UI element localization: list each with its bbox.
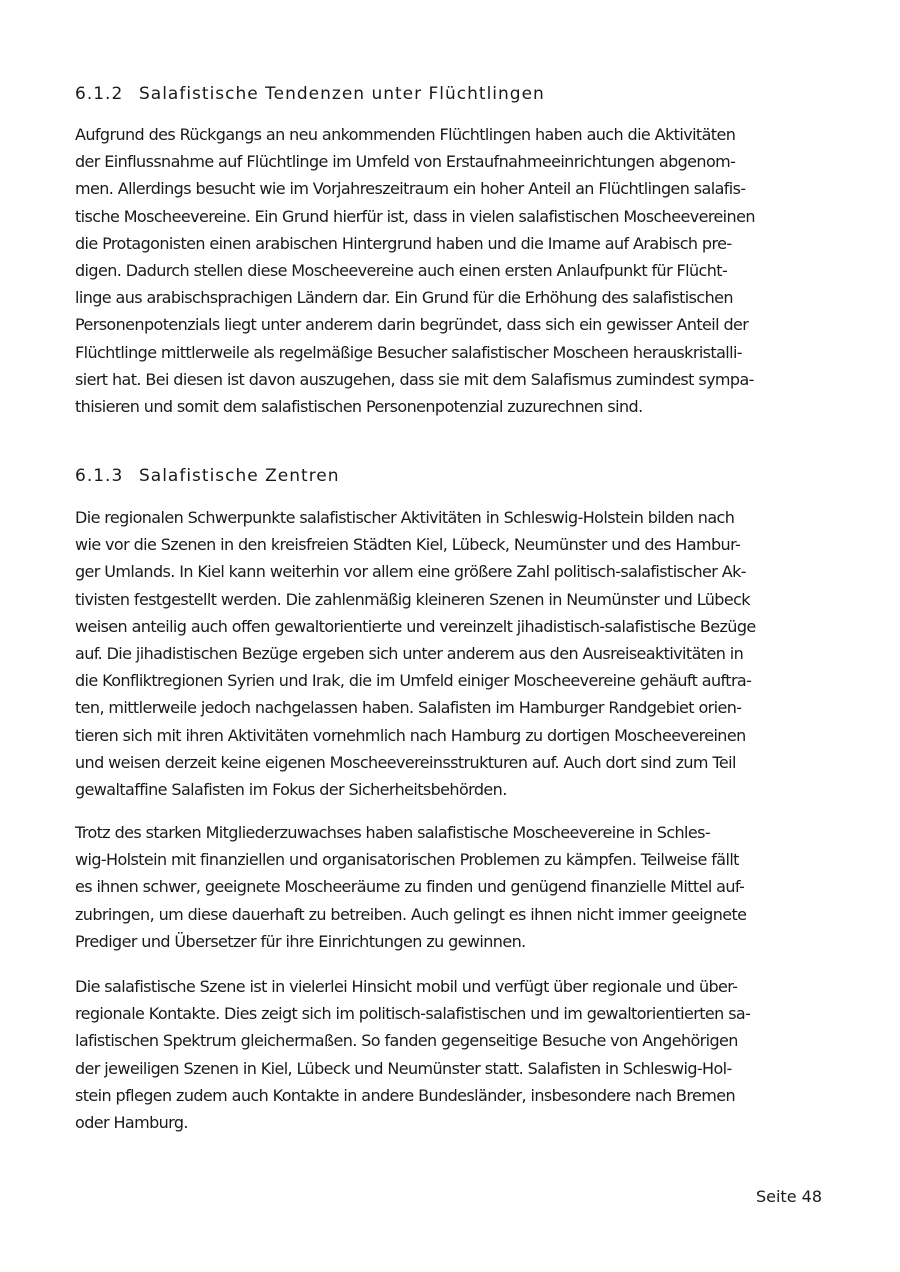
text-line: auf. Die jihadistischen Bezüge ergeben sich unter anderem aus den Ausreiseaktivitäten in — [75, 644, 744, 664]
text-line: Flüchtlinge mittlerweile als regelmäßige Besucher salafistischer Moscheen herauskristalli- — [75, 342, 742, 362]
paragraph — [75, 504, 756, 803]
section-number: 6.1.2 — [75, 84, 124, 104]
text-line: oder Hamburg. — [75, 1113, 188, 1133]
paragraph — [75, 819, 746, 955]
paragraph — [75, 121, 755, 420]
text-line: die Protagonisten einen arabischen Hintergrund haben und die Imame auf Arabisch pre- — [75, 233, 732, 253]
text-line: siert hat. Bei diesen ist davon auszugehen, dass sie mit dem Salafismus zumindest sympa- — [75, 369, 754, 389]
section-title: Salafistische Tendenzen unter Flüchtlingen — [139, 84, 545, 104]
text-line: wie vor die Szenen in den kreisfreien Städten Kiel, Lübeck, Neumünster und des Hambur- — [75, 535, 741, 555]
text-line: Die regionalen Schwerpunkte salafistischer Aktivitäten in Schleswig-Holstein bilden nach — [75, 508, 735, 527]
text-line: men. Allerdings besucht wie im Vorjahreszeitraum ein hoher Anteil an Flüchtlingen salafis- — [75, 179, 746, 199]
text-line: regionale Kontakte. Dies zeigt sich im politisch-salafistischen und im gewaltorientierten sa- — [75, 1004, 751, 1024]
text-line: zubringen, um diese dauerhaft zu betreiben. Auch gelingt es ihnen nicht immer geeignete — [75, 904, 747, 924]
text-line: Aufgrund des Rückgangs an neu ankommenden Flüchtlingen haben auch die Aktivitäten — [75, 125, 736, 144]
text-line: weisen anteilig auch offen gewaltorientierte und vereinzelt jihadistisch-salafistische Bezüge — [75, 616, 756, 636]
text-line: tische Moscheevereine. Ein Grund hierfür ist, dass in vielen salafistischen Moscheevereinen — [75, 206, 755, 226]
text-line: ger Umlands. In Kiel kann weiterhin vor allem eine größere Zahl politisch-salafistischer Ak- — [75, 562, 746, 582]
paragraph — [75, 973, 750, 1136]
text-line: stein pflegen zudem auch Kontakte in andere Bundesländer, insbesondere nach Bremen — [75, 1085, 736, 1105]
text-line: Personenpotenzials liegt unter anderem darin begründet, dass sich ein gewisser Anteil der — [75, 315, 749, 335]
text-line: ten, mittlerweile jedoch nachgelassen haben. Salafisten im Hamburger Randgebiet orien- — [75, 698, 742, 718]
text-line: digen. Dadurch stellen diese Moscheevereine auch einen ersten Anlaufpunkt für Flücht- — [75, 261, 728, 281]
text-line: Prediger und Übersetzer für ihre Einrichtungen zu gewinnen. — [75, 931, 526, 951]
text-line: es ihnen schwer, geeignete Moscheeräume zu finden und genügend finanzielle Mittel auf- — [75, 877, 745, 897]
text-line: und weisen derzeit keine eigenen Moscheevereinsstrukturen auf. Auch dort sind zum Teil — [75, 752, 736, 772]
text-line: die Konfliktregionen Syrien und Irak, die im Umfeld einiger Moscheevereine gehäuft auftra- — [75, 671, 752, 691]
section-heading-6-1-3 — [75, 466, 340, 486]
section-heading-6-1-2 — [75, 84, 545, 104]
text-line: lafistischen Spektrum gleichermaßen. So fanden gegenseitige Besuche von Angehörigen — [75, 1031, 738, 1051]
section-title: Salafistische Zentren — [139, 466, 340, 486]
text-line: der Einflussnahme auf Flüchtlinge im Umfeld von Erstaufnahmeeinrichtungen abgenom- — [75, 152, 736, 172]
text-line: Die salafistische Szene ist in vielerlei Hinsicht mobil und verfügt über regionale und über- — [75, 977, 738, 996]
text-line: linge aus arabischsprachigen Ländern dar. Ein Grund für die Erhöhung des salafistischen — [75, 288, 733, 308]
text-line: wig-Holstein mit finanziellen und organisatorischen Problemen zu kämpfen. Teilweise fällt — [75, 850, 739, 870]
text-line: tieren sich mit ihren Aktivitäten vornehmlich nach Hamburg zu dortigen Moscheevereinen — [75, 725, 746, 745]
text-line: der jeweiligen Szenen in Kiel, Lübeck und Neumünster statt. Salafisten in Schleswig-Hol- — [75, 1058, 732, 1078]
text-line: Trotz des starken Mitgliederzuwachses haben salafistische Moscheevereine in Schles- — [75, 823, 711, 842]
section-number: 6.1.3 — [75, 466, 124, 486]
text-line: gewaltaffine Salafisten im Fokus der Sicherheitsbehörden. — [75, 780, 507, 800]
text-line: thisieren und somit dem salafistischen Personenpotenzial zuzurechnen sind. — [75, 397, 643, 417]
page-number: Seite 48 — [755, 1187, 822, 1206]
text-line: tivisten festgestellt werden. Die zahlenmäßig kleineren Szenen in Neumünster und Lübeck — [75, 589, 750, 609]
